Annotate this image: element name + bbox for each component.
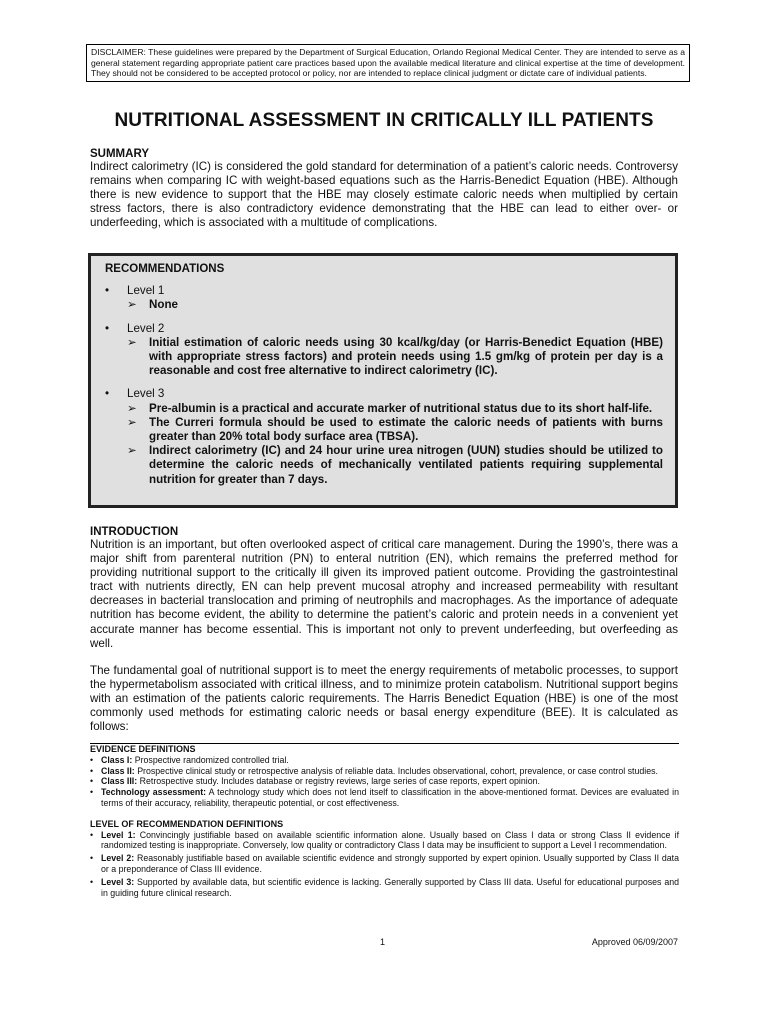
evidence-definitions-heading: EVIDENCE DEFINITIONS	[90, 744, 196, 754]
bullet-icon: •	[90, 765, 94, 776]
evidence-desc: Prospective randomized controlled trial.	[132, 754, 289, 765]
disclaimer-text: DISCLAIMER: These guidelines were prepared by the Department of Surgical Education, Orlando Regional Medical Center. They are intended to serve as a general statement regarding appropriate patient care practices based upon the available medical literature and clinical expertise at the time of development. They should not be considered to be accepted protocol or policy, nor are intended to replace clinical judgment or dictate care of individual patients.	[91, 47, 685, 79]
bullet-icon: •	[90, 876, 94, 887]
recommendation-item	[127, 298, 663, 312]
page-number: 1	[380, 937, 386, 947]
introduction-section	[90, 526, 678, 734]
evidence-term: Class I:	[101, 754, 133, 765]
definition-desc: Convincingly justifiable based on available scientific information alone. Usually based on Class I data or strong Class II evidence if randomized testing is inappropriate. Conversely, low quality or contradictory Class I data may be insufficient to support a Level I recommendation.	[101, 829, 680, 851]
level-label: Level 1	[127, 284, 165, 298]
disclaimer-box	[86, 44, 690, 82]
definitions-section	[90, 744, 679, 898]
definition-term: Level 3:	[101, 876, 135, 887]
evidence-item	[90, 787, 679, 809]
bullet-icon: •	[90, 776, 94, 787]
introduction-heading: INTRODUCTION	[90, 526, 179, 538]
arrow-bullet-icon: ➢	[127, 335, 137, 349]
recommendation-item	[127, 402, 663, 416]
evidence-term: Technology assessment:	[101, 787, 207, 798]
bullet-icon: •	[105, 321, 110, 335]
summary-section	[90, 148, 678, 230]
recommendation-item	[127, 336, 663, 379]
recommendation-definition-item	[90, 853, 679, 875]
arrow-bullet-icon: ➢	[127, 444, 137, 458]
bullet-icon: •	[90, 754, 94, 765]
recommendation-item	[127, 444, 663, 487]
recommendation-text: Indirect calorimetry (IC) and 24 hour urine urea nitrogen (UUN) studies should be utilized to determine the caloric needs of mechanically ventilated patients requiring supplemental nutrition for greater than 7 days.	[149, 444, 663, 486]
bullet-icon: •	[90, 853, 94, 864]
recommendation-definitions-heading: LEVEL OF RECOMMENDATION DEFINITIONS	[90, 818, 284, 829]
introduction-paragraph-2: The fundamental goal of nutritional support is to meet the energy requirements of metabolic processes, to support the hypermetabolism associated with critical illness, and to minimize protein catabolism. Nutritional support begins with an estimation of the patients caloric requirements. The Harris Benedict Equation (HBE) is one of the most commonly used methods for estimating caloric needs or basal energy expenditure (BEE). It is calculated as follows:	[90, 663, 678, 734]
bullet-icon: •	[90, 829, 94, 840]
recommendation-text: Pre-albumin is a practical and accurate marker of nutritional status due to its short half-life.	[149, 401, 653, 415]
bullet-icon: •	[105, 284, 110, 298]
recommendation-text: None	[149, 298, 178, 312]
level-label: Level 3	[127, 387, 165, 401]
recommendation-text: Initial estimation of caloric needs using 30 kcal/kg/day (or Harris-Benedict Equation (HBE) with appropriate stress factors) and protein needs using 1.5 gm/kg of protein per day is a reasonable and cost free alternative to indirect calorimetry (IC).	[149, 335, 663, 378]
recommendation-level-3	[105, 387, 663, 486]
evidence-item	[90, 766, 679, 777]
level-label: Level 2	[127, 321, 165, 335]
definition-term: Level 1:	[101, 829, 136, 840]
approved-date: Approved 06/09/2007	[591, 937, 678, 947]
bullet-icon: •	[105, 387, 110, 401]
recommendation-level-1	[105, 284, 663, 312]
arrow-bullet-icon: ➢	[127, 298, 137, 312]
recommendation-definition-item	[90, 830, 679, 852]
evidence-term: Class III:	[101, 776, 138, 787]
definition-term: Level 2:	[101, 853, 135, 864]
document-title: NUTRITIONAL ASSESSMENT IN CRITICALLY ILL PATIENTS	[114, 110, 654, 131]
summary-heading: SUMMARY	[90, 148, 149, 160]
recommendation-level-2	[105, 322, 663, 379]
definition-desc: Reasonably justifiable based on available scientific evidence and strongly supported by expert opinion. Usually supported by Class II data or a preponderance of Class III evidence.	[101, 853, 679, 874]
bullet-icon: •	[90, 787, 94, 798]
introduction-paragraph-1: Nutrition is an important, but often overlooked aspect of critical care management. During the 1990’s, there was a major shift from parenteral nutrition (PN) to enteral nutrition (EN), which remains the preferred method for providing nutritional support to the critically ill given its improved patient outcome. Providing the gastrointestinal tract with nutrients directly, EN can help prevent mucosal atrophy and increased permeability with resultant decreases in bacterial translocation and priming of neutrophils and macrophages. As the importance of adequate nutrition has become evident, the ability to determine the patient’s caloric and protein needs in a convenient yet accurate manner has become essential. This is important not only to prevent underfeeding, but overfeeding as well.	[90, 538, 678, 650]
evidence-item	[90, 755, 679, 766]
recommendation-text: The Curreri formula should be used to estimate the caloric needs of patients with burns greater than 20% total body surface area (TBSA).	[149, 415, 663, 444]
recommendations-box	[88, 253, 678, 508]
evidence-desc: Prospective clinical study or retrospective analysis of reliable data. Includes observational, cohort, prevalence, or case control studies.	[134, 765, 658, 776]
summary-text: Indirect calorimetry (IC) is considered the gold standard for determination of a patient’s caloric needs. Controversy remains when comparing IC with weight-based equations such as the Harris-Benedict Equation (HBE). Although there is new evidence to support that the HBE may closely estimate caloric needs when multiplied by certain stress factors, there is also contradictory evidence demonstrating that the HBE can lead to either over- or underfeeding, which is associated with a multitude of complications.	[90, 160, 678, 230]
evidence-desc: Retrospective study. Includes database or registry reviews, large series of case reports, expert opinion.	[137, 776, 540, 787]
arrow-bullet-icon: ➢	[127, 415, 137, 429]
evidence-desc: A technology study which does not lend itself to classification in the above-mentioned format. Devices are evaluated in terms of their accuracy, reliability, therapeutic potential, or cost effectiveness.	[101, 787, 679, 808]
evidence-term: Class II:	[101, 765, 135, 776]
recommendation-item	[127, 416, 663, 444]
evidence-item	[90, 776, 679, 787]
recommendation-definition-item	[90, 877, 679, 899]
arrow-bullet-icon: ➢	[127, 401, 137, 415]
recommendations-heading: RECOMMENDATIONS	[105, 263, 225, 275]
definition-desc: Supported by available data, but scientific evidence is lacking. Generally supported by Class III data. Useful for educational purposes and in guiding future clinical research.	[101, 876, 679, 898]
